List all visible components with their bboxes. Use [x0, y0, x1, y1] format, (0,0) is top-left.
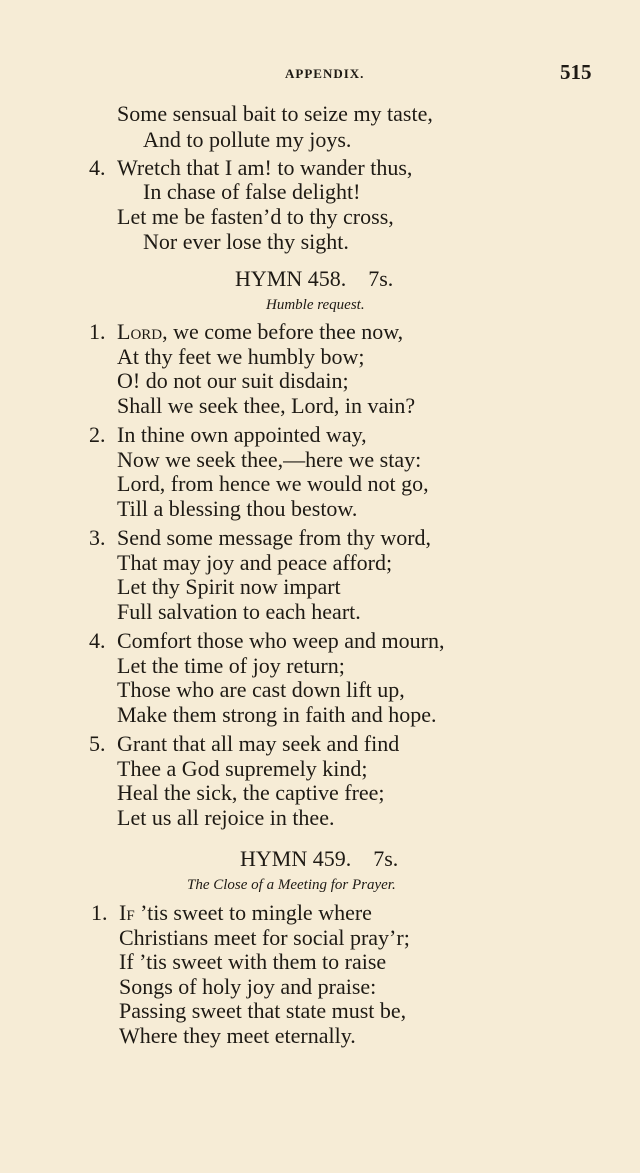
stanza-number: 5. [89, 731, 106, 756]
verse-line: 3. Send some message from thy word, [89, 525, 432, 550]
verse-line: 2. In thine own appointed way, [89, 422, 367, 447]
verse-line: At thy feet we humbly bow; [117, 344, 365, 369]
verse-line: Let us all rejoice in thee. [117, 805, 335, 830]
verse-line: Songs of holy joy and praise: [119, 974, 377, 999]
verse-line: Make them strong in faith and hope. [117, 702, 437, 727]
stanza-number: 1. [91, 900, 108, 925]
verse-line: Passing sweet that state must be, [119, 998, 407, 1023]
page-header [0, 60, 640, 88]
verse-line: Till a blessing thou bestow. [117, 496, 358, 521]
running-head: APPENDIX. [285, 66, 365, 81]
stanza-number: 1. [89, 319, 106, 344]
hymn-meter: 7s. [368, 266, 394, 291]
stanza-number: 3. [89, 525, 106, 550]
verse-line: Let me be fasten’d to thy cross, [117, 204, 394, 229]
verse-line: 5. Grant that all may seek and find [89, 731, 400, 756]
verse-line: Thee a God supremely kind; [117, 756, 368, 781]
continuation-line: And to pollute my joys. [143, 127, 352, 152]
verse-line: Those who are cast down lift up, [117, 677, 405, 702]
verse-line: Now we seek thee,—here we stay: [117, 447, 422, 472]
stanza-number: 4. [89, 155, 106, 180]
verse-line: Let thy Spirit now impart [117, 574, 341, 599]
verse-line: If ’tis sweet with them to raise [119, 949, 387, 974]
verse-line: 4. Comfort those who weep and mourn, [89, 628, 445, 653]
verse-line: Heal the sick, the captive free; [117, 780, 385, 805]
verse-line: In chase of false delight! [143, 179, 361, 204]
hymn-title: HYMN 459. 7s. [240, 846, 399, 871]
hymn-subtitle: Humble request. [266, 297, 365, 313]
hymn-meter: 7s. [373, 846, 399, 871]
verse-line: Shall we seek thee, Lord, in vain? [117, 393, 416, 418]
verse-line: Nor ever lose thy sight. [143, 229, 349, 254]
hymn-subtitle: The Close of a Meeting for Prayer. [187, 877, 396, 893]
stanza-number: 4. [89, 628, 106, 653]
verse-line: Lord, from hence we would not go, [117, 471, 429, 496]
stanza-number: 2. [89, 422, 106, 447]
verse-line: Full salvation to each heart. [117, 599, 361, 624]
page-number: 515 [560, 60, 592, 84]
verse-line: Christians meet for social pray’r; [119, 925, 410, 950]
verse-line: 1. If ’tis sweet to mingle where [91, 900, 372, 925]
verse-line: Where they meet eternally. [119, 1023, 356, 1048]
verse-line: That may joy and peace afford; [117, 550, 393, 575]
hymn-title: HYMN 458. 7s. [235, 266, 394, 291]
verse-line: 1. Lord, we come before thee now, [89, 319, 404, 344]
verse-line: O! do not our suit disdain; [117, 368, 349, 393]
continuation-line: Some sensual bait to seize my taste, [117, 101, 433, 126]
verse-line: Let the time of joy return; [117, 653, 345, 678]
verse-line: 4. Wretch that I am! to wander thus, [89, 155, 413, 180]
